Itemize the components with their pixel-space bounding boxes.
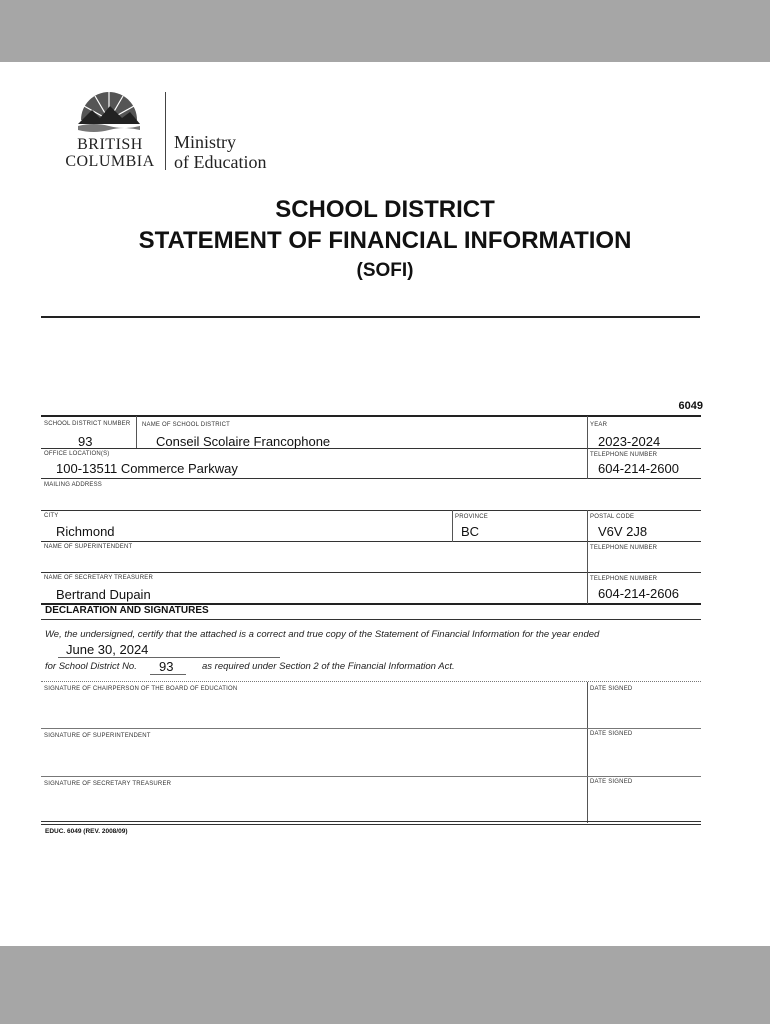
- row-rule: [41, 541, 701, 542]
- office-phone-label: TELEPHONE NUMBER: [590, 452, 658, 458]
- title-rule: [41, 316, 700, 318]
- district-text-prefix: for School District No.: [45, 661, 137, 672]
- logo-divider: [165, 92, 166, 170]
- signature-rule: [41, 681, 701, 682]
- col-divider: [587, 510, 588, 604]
- row-rule: [41, 510, 701, 511]
- postal-label: POSTAL CODE: [590, 514, 635, 520]
- title-line2: STATEMENT OF FINANCIAL INFORMATION: [138, 227, 632, 254]
- super-phone-label: TELEPHONE NUMBER: [590, 545, 658, 551]
- sd-number-field[interactable]: 93: [78, 434, 93, 449]
- office-phone-field[interactable]: 604-214-2600: [598, 461, 679, 476]
- sd-number-label: SCHOOL DISTRICT NUMBER: [44, 421, 131, 427]
- signature-rule: [41, 776, 701, 777]
- district-no-underline: [150, 674, 186, 675]
- mailing-label: MAILING ADDRESS: [44, 482, 103, 488]
- district-text-suffix: as required under Section 2 of the Financial Information Act.: [202, 661, 455, 672]
- certification-text: We, the undersigned, certify that the attached is a correct and true copy of the Statement of Financial Information for the year ended: [45, 629, 600, 640]
- logo-wordmark: [62, 136, 158, 170]
- treasurer-phone-label: TELEPHONE NUMBER: [590, 576, 658, 582]
- superintendent-date-label: DATE SIGNED: [590, 731, 633, 737]
- form-footer: EDUC. 6049 (REV. 2008/09): [45, 828, 128, 835]
- logo-line2: COLUMBIA: [65, 153, 155, 170]
- ministry-line1: Ministry: [174, 132, 237, 152]
- province-field[interactable]: BC: [461, 524, 480, 539]
- province-label: PROVINCE: [455, 514, 488, 520]
- row-rule: [41, 572, 701, 573]
- form-bottom-rule: [41, 821, 701, 822]
- col-divider: [587, 416, 588, 479]
- signature-col-divider: [587, 777, 588, 823]
- form-number: 6049: [678, 400, 703, 412]
- col-divider: [136, 416, 137, 448]
- signature-col-divider: [587, 729, 588, 776]
- sd-name-label: NAME OF SCHOOL DISTRICT: [142, 422, 231, 428]
- form-top-rule: [41, 415, 701, 417]
- superintendent-label: NAME OF SUPERINTENDENT: [44, 544, 133, 550]
- treasurer-date-label: DATE SIGNED: [590, 779, 633, 785]
- col-divider: [452, 510, 453, 542]
- ministry-name: [174, 132, 266, 172]
- treasurer-phone-field[interactable]: 604-214-2606: [598, 586, 679, 601]
- top-band: [0, 0, 770, 62]
- logo-line1: BRITISH: [77, 136, 143, 153]
- treasurer-signature-label: SIGNATURE OF SECRETARY TREASURER: [44, 781, 172, 787]
- row-rule: [41, 619, 701, 620]
- bottom-band: [0, 946, 770, 1024]
- office-field[interactable]: 100-13511 Commerce Parkway: [56, 461, 238, 476]
- bc-sun-mountain-emblem-icon: [74, 88, 144, 134]
- city-label: CITY: [44, 513, 59, 519]
- ministry-line2: of Education: [174, 152, 267, 172]
- city-field[interactable]: Richmond: [56, 524, 115, 539]
- chair-date-label: DATE SIGNED: [590, 686, 633, 692]
- year-field[interactable]: 2023-2024: [598, 434, 661, 449]
- treasurer-field[interactable]: Bertrand Dupain: [56, 587, 151, 602]
- signature-col-divider: [587, 682, 588, 728]
- declaration-heading: DECLARATION AND SIGNATURES: [45, 605, 209, 616]
- superintendent-signature-label: SIGNATURE OF SUPERINTENDENT: [44, 733, 151, 739]
- sd-name-field[interactable]: Conseil Scolaire Francophone: [156, 434, 331, 449]
- row-rule: [41, 478, 701, 479]
- title-line1: SCHOOL DISTRICT: [275, 196, 495, 223]
- treasurer-label: NAME OF SECRETARY TREASURER: [44, 575, 153, 581]
- year-label: YEAR: [590, 422, 608, 428]
- year-ended-date-field[interactable]: June 30, 2024: [66, 642, 149, 657]
- postal-field[interactable]: V6V 2J8: [598, 524, 648, 539]
- form-bottom-rule: [41, 824, 701, 825]
- bc-ministry-logo: [62, 88, 272, 174]
- signature-rule: [41, 728, 701, 729]
- district-no-field[interactable]: 93: [159, 659, 174, 674]
- date-underline: [58, 657, 280, 658]
- office-label: OFFICE LOCATION(S): [44, 451, 110, 457]
- chair-signature-label: SIGNATURE OF CHAIRPERSON OF THE BOARD OF EDUCATION: [44, 686, 238, 692]
- title-line3: (SOFI): [356, 260, 414, 281]
